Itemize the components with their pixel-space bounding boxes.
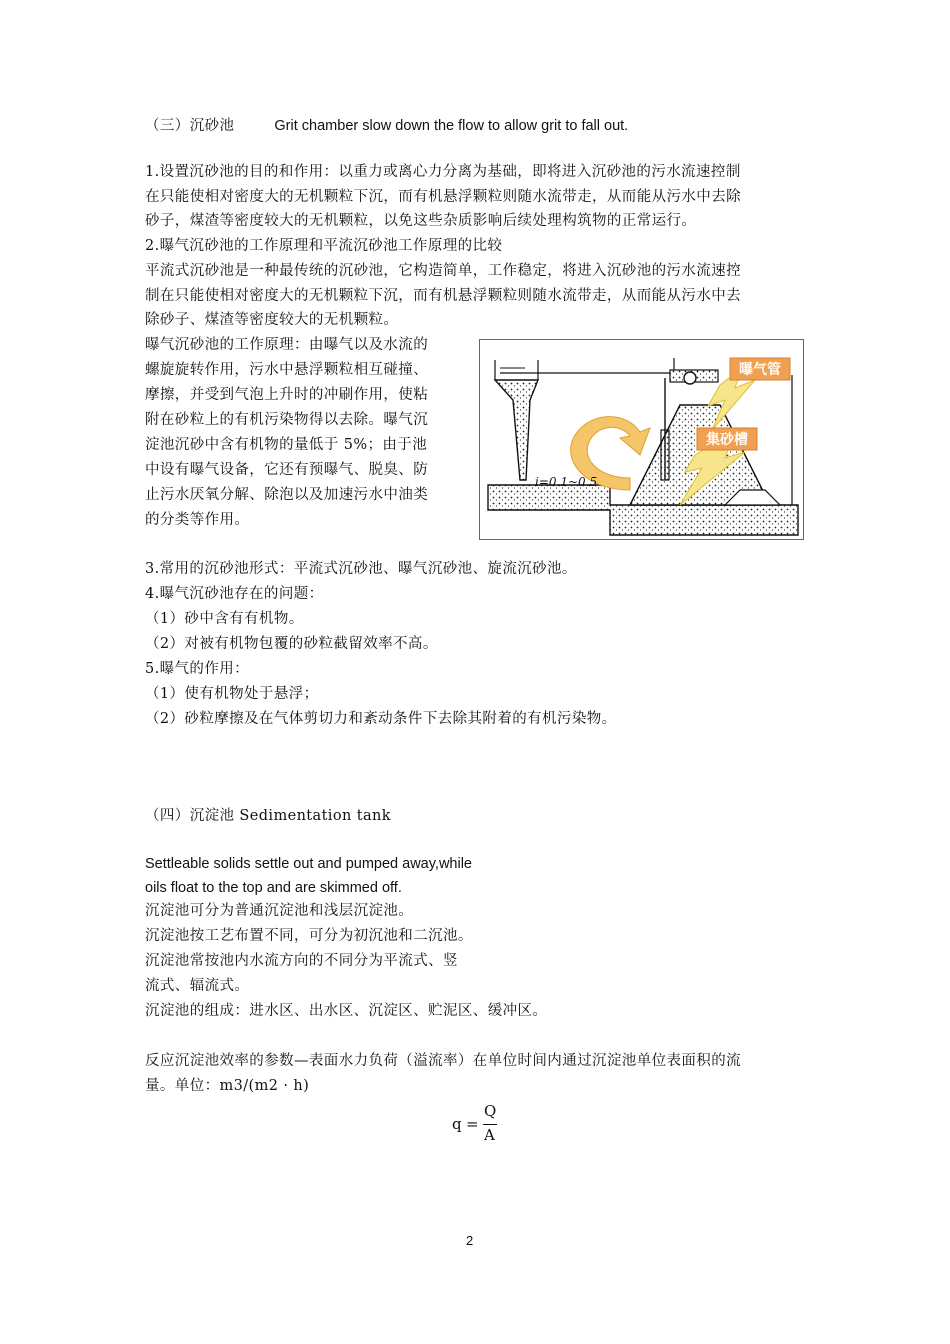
formula-equals: =: [466, 1115, 479, 1133]
section4-heading: （四）沉淀池 Sedimentation tank: [145, 808, 391, 824]
p3-line-3: 摩擦，并受到气泡上升时的冲刷作用，使粘: [145, 387, 429, 403]
formula-numerator: Q: [484, 1102, 497, 1120]
p6-item-2: （2）砂粒摩擦及在气体剪切力和紊动条件下去除其附着的有机污染物。: [145, 711, 617, 727]
param-line-2: 量。单位：m3/(m2 · h): [145, 1078, 310, 1094]
section4-cn-line-4: 流式、辐流式。: [145, 978, 250, 994]
p2-title: 2.曝气沉砂池的工作原理和平流沉砂池工作原理的比较: [145, 238, 503, 254]
section3-heading-cn: （三）沉砂池: [145, 118, 235, 134]
p6-title: 5.曝气的作用：: [145, 661, 250, 677]
section4-cn-line-1: 沉淀池可分为普通沉淀池和浅层沉淀池。: [145, 903, 414, 919]
formula-denominator: A: [484, 1126, 495, 1144]
aeration-pipe-label: 曝气管: [739, 362, 781, 378]
surface-loading-formula: [452, 1102, 512, 1148]
section3-heading: [145, 116, 628, 136]
p4: 3.常用的沉砂池形式：平流式沉砂池、曝气沉砂池、旋流沉砂池。: [145, 561, 577, 577]
p3-line-7: 止污水厌氧分解、除泡以及加速污水中油类: [145, 487, 429, 503]
p5-item-1: （1）砂中含有有机物。: [145, 611, 304, 627]
slope-label: i=0.1~0.5: [535, 475, 598, 489]
param-line-1: 反应沉淀池效率的参数—表面水力负荷（溢流率）在单位时间内通过沉淀池单位表面积的流: [145, 1053, 741, 1069]
p3-line-4: 附在砂粒上的有机污染物得以去除。曝气沉: [145, 412, 429, 428]
p5-title: 4.曝气沉砂池存在的问题：: [145, 586, 324, 602]
p2-line-3: 除砂子、煤渣等密度较大的无机颗粒。: [145, 312, 399, 328]
p3-line-5: 淀池沉砂中含有机物的量低于 5%；由于池: [145, 437, 428, 453]
p1-line-3: 砂子，煤渣等密度较大的无机颗粒，以免这些杂质影响后续处理构筑物的正常运行。: [145, 213, 697, 229]
p1-line-1: 1.设置沉砂池的目的和作用：以重力或离心力分离为基础，即将进入沉砂池的污水流速控制: [145, 164, 741, 180]
p2-line-1: 平流式沉砂池是一种最传统的沉砂池，它构造简单，工作稳定，将进入沉砂池的污水流速控: [145, 263, 741, 279]
section3-heading-en: Grit chamber slow down the flow to allow grit to fall out.: [274, 118, 629, 134]
grit-chamber-diagram: [480, 340, 803, 539]
section4-cn-line-3: 沉淀池常按池内水流方向的不同分为平流式、竖: [145, 953, 458, 969]
p1-line-2: 在只能使相对密度大的无机颗粒下沉，而有机悬浮颗粒则随水流带走，从而能从污水中去除: [145, 189, 741, 205]
section4-cn-line-5: 沉淀池的组成：进水区、出水区、沉淀区、贮泥区、缓冲区。: [145, 1003, 548, 1019]
p3-line-8: 的分类等作用。: [145, 512, 250, 528]
section4-en-line-2: oils float to the top and are skimmed off.: [145, 880, 402, 896]
aerated-grit-chamber-figure: [479, 339, 804, 540]
p3-line-1: 曝气沉砂池的工作原理：由曝气以及水流的: [145, 337, 429, 353]
formula-lhs: q: [452, 1115, 462, 1133]
section4-cn-line-2: 沉淀池按工艺布置不同，可分为初沉池和二沉池。: [145, 928, 473, 944]
section4-en-line-1: Settleable solids settle out and pumped away,while: [145, 856, 472, 872]
p3-line-6: 中设有曝气设备，它还有预曝气、脱臭、防: [145, 462, 429, 478]
p3-line-2: 螺旋旋转作用，污水中悬浮颗粒相互碰撞、: [145, 362, 429, 378]
p6-item-1: （1）使有机物处于悬浮；: [145, 686, 319, 702]
grit-trough-label: 集砂槽: [706, 432, 748, 448]
p2-line-2: 制在只能使相对密度大的无机颗粒下沉，而有机悬浮颗粒则随水流带走，从而能从污水中去: [145, 288, 741, 304]
p5-item-2: （2）对被有机物包覆的砂粒截留效率不高。: [145, 636, 438, 652]
page-number: 2: [466, 1233, 474, 1248]
fraction-bar: [483, 1124, 497, 1125]
